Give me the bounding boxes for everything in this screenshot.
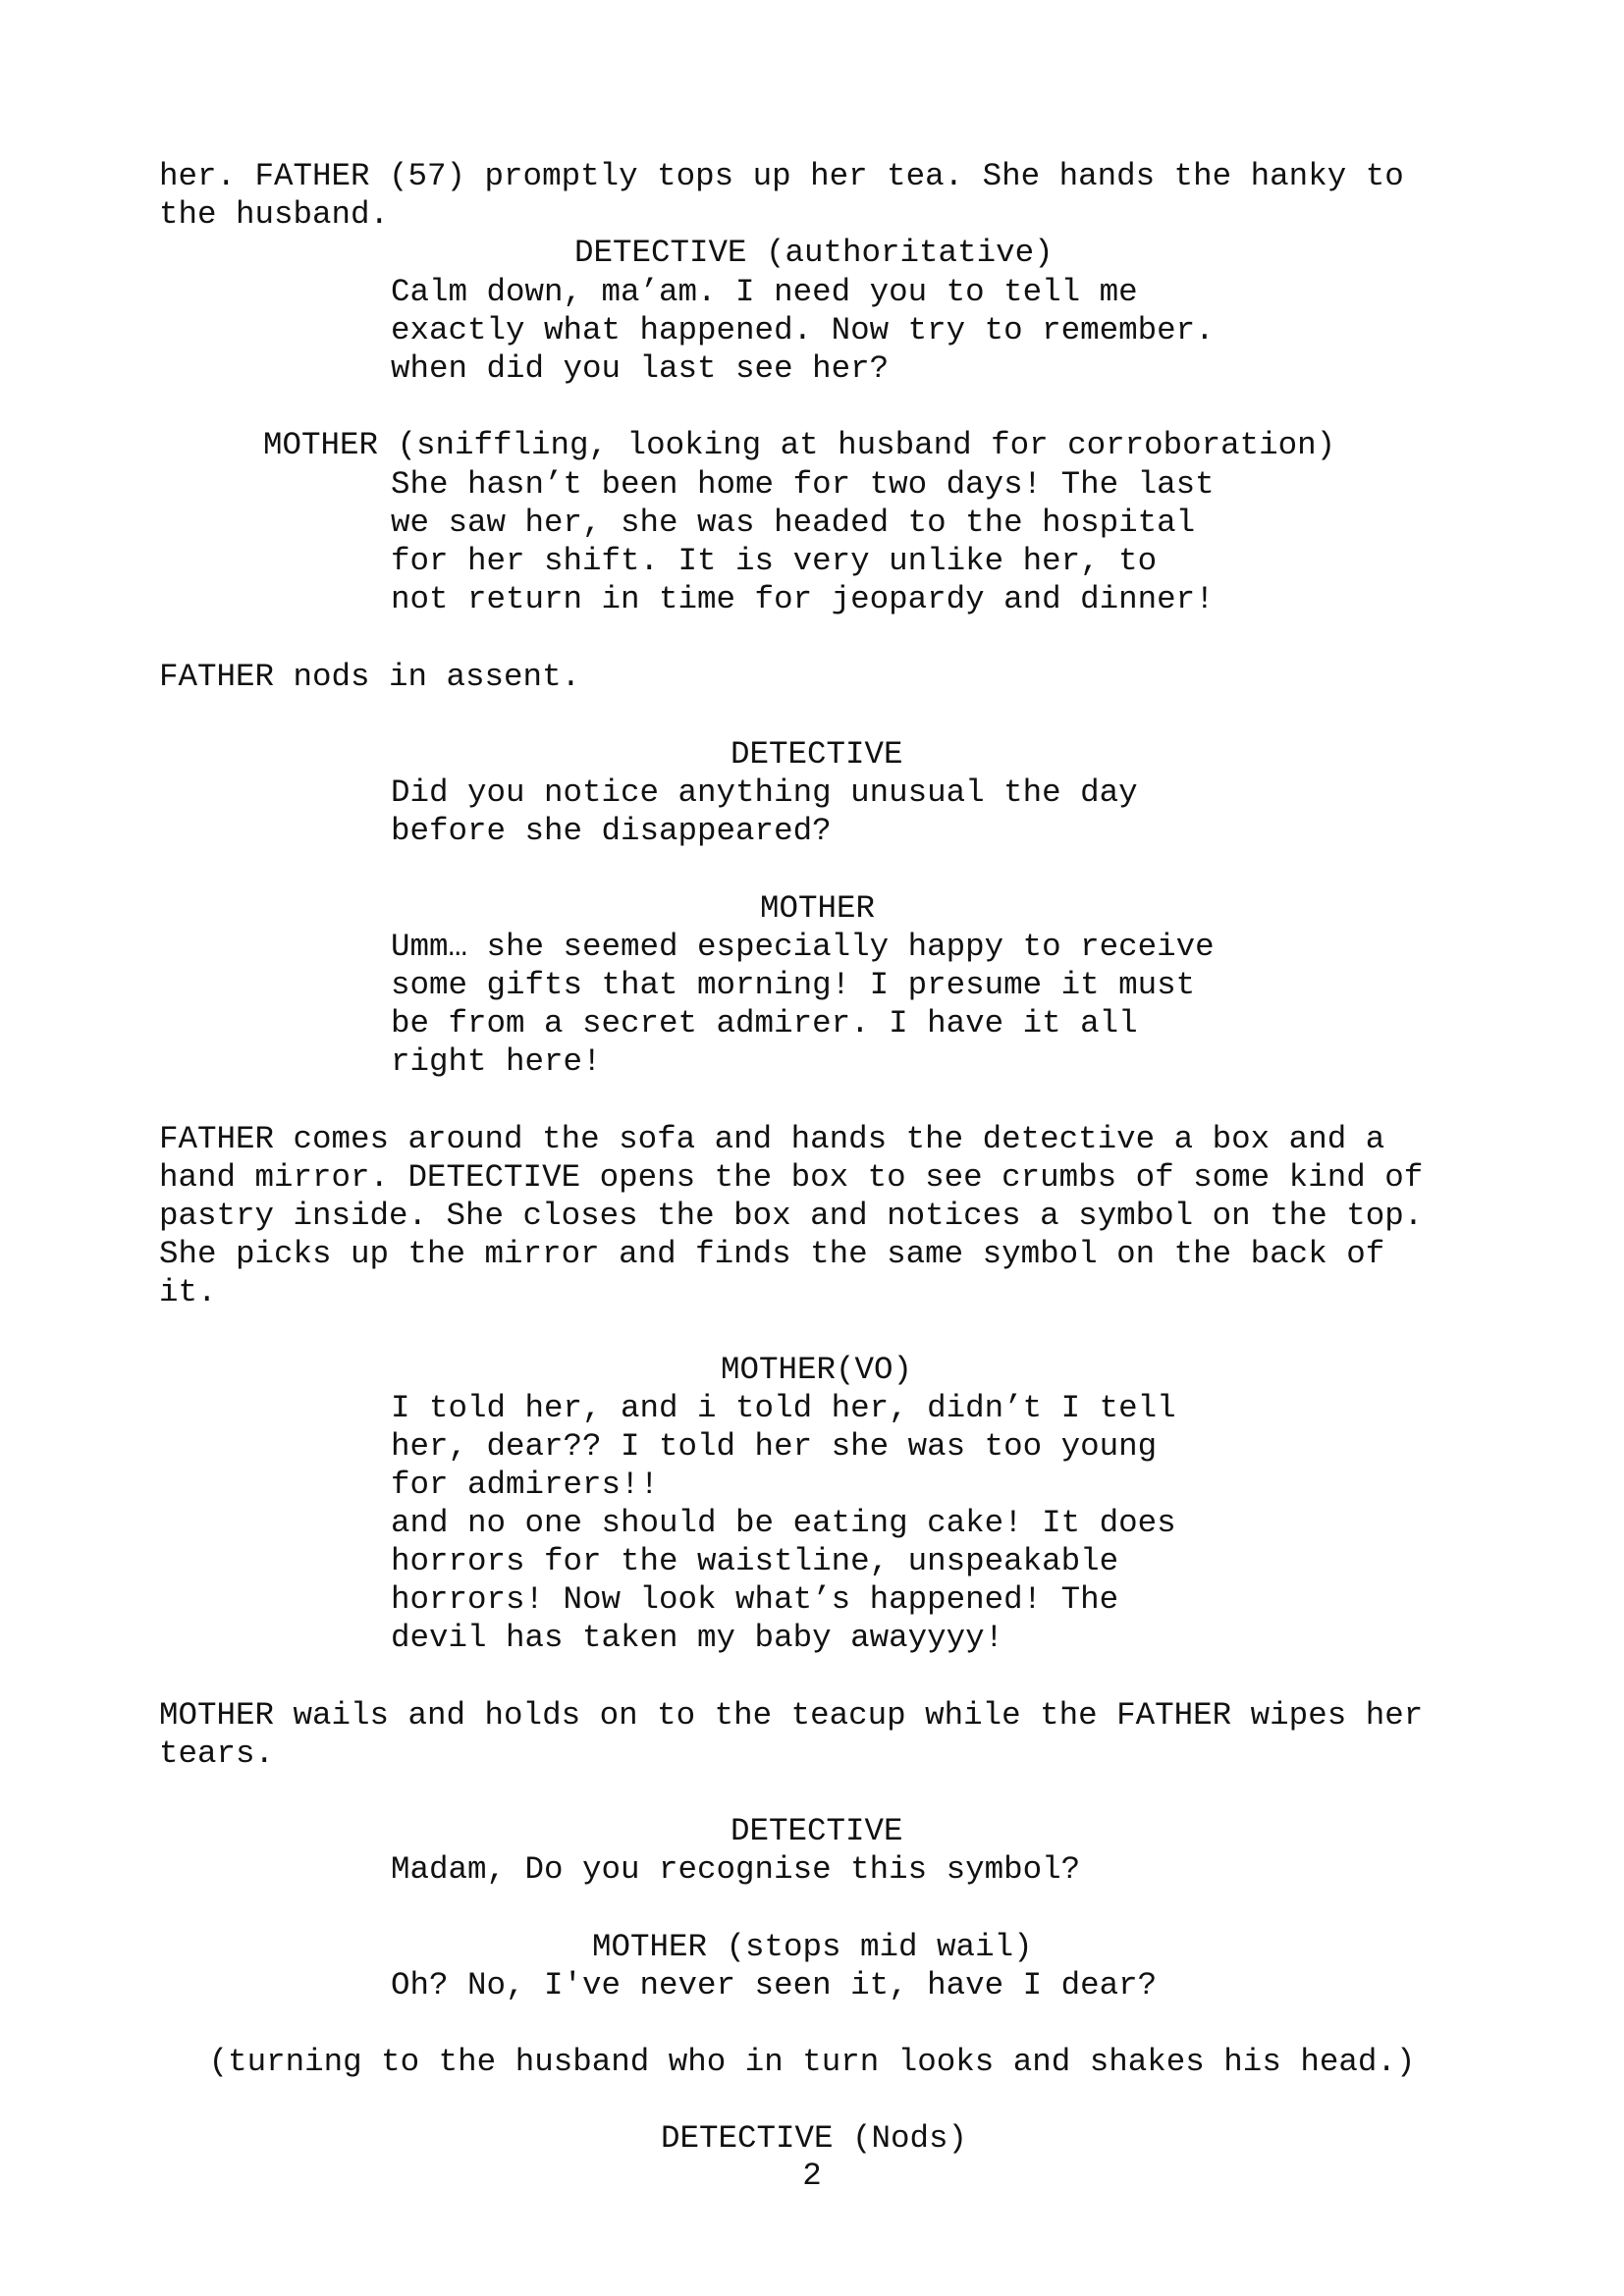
character-cue: MOTHER(VO) [721,1352,913,1388]
dialogue-line: I told her, and i told her, didn’t I tell [391,1390,1176,1426]
dialogue-line: we saw her, she was headed to the hospital [391,505,1196,541]
dialogue-line: when did you last see her? [391,350,890,387]
character-cue: DETECTIVE (Nods) [661,2120,968,2157]
page-number: 2 [802,2158,822,2194]
character-cue: DETECTIVE [731,736,903,773]
dialogue-line: exactly what happened. Now try to remember. [391,312,1215,348]
action-line: She picks up the mirror and finds the same symbol on the back of [159,1236,1385,1272]
dialogue-line: for her shift. It is very unlike her, to [391,543,1158,579]
action-line: FATHER comes around the sofa and hands the detective a box and a [159,1121,1385,1157]
dialogue-line: and no one should be eating cake! It does [391,1505,1176,1541]
dialogue-line: Calm down, ma’am. I need you to tell me [391,274,1138,310]
dialogue-line: devil has taken my baby awayyyy! [391,1620,1004,1656]
dialogue-line: right here! [391,1043,602,1080]
action-line: the husband. [159,196,390,233]
action-line: her. FATHER (57) promptly tops up her tea. She hands the hanky to [159,158,1404,194]
character-cue: MOTHER (stops mid wail) [592,1929,1033,1965]
character-cue: MOTHER (sniffling, looking at husband for corroboration) [263,427,1336,463]
dialogue-line: She hasn’t been home for two days! The last [391,466,1215,503]
dialogue-line: horrors! Now look what’s happened! The [391,1581,1119,1618]
action-line: FATHER nods in assent. [159,659,581,695]
action-line: MOTHER wails and holds on to the teacup while the FATHER wipes her [159,1697,1424,1734]
dialogue-line: Umm… she seemed especially happy to receive [391,929,1215,965]
dialogue-line: some gifts that morning! I presume it must [391,967,1196,1003]
dialogue-line: before she disappeared? [391,813,832,849]
action-line: tears. [159,1735,275,1772]
character-cue: MOTHER [760,890,876,927]
character-cue: DETECTIVE (authoritative) [574,235,1054,271]
dialogue-line: horrors for the waistline, unspeakable [391,1543,1119,1579]
dialogue-line: be from a secret admirer. I have it all [391,1005,1138,1041]
dialogue-line: for admirers!! [391,1467,660,1503]
action-line: pastry inside. She closes the box and notices a symbol on the top. [159,1198,1424,1234]
dialogue-line: Oh? No, I've never seen it, have I dear? [391,1967,1158,2003]
dialogue-line: Madam, Do you recognise this symbol? [391,1851,1081,1888]
dialogue-line: not return in time for jeopardy and dinner! [391,581,1215,617]
action-line: hand mirror. DETECTIVE opens the box to see crumbs of some kind of [159,1159,1424,1196]
character-cue: DETECTIVE [731,1813,903,1849]
dialogue-line: her, dear?? I told her she was too young [391,1428,1158,1465]
action-line: it. [159,1274,217,1310]
dialogue-line: Did you notice anything unusual the day [391,774,1138,811]
parenthetical-line: (turning to the husband who in turn looks and shakes his head.) [208,2044,1416,2080]
